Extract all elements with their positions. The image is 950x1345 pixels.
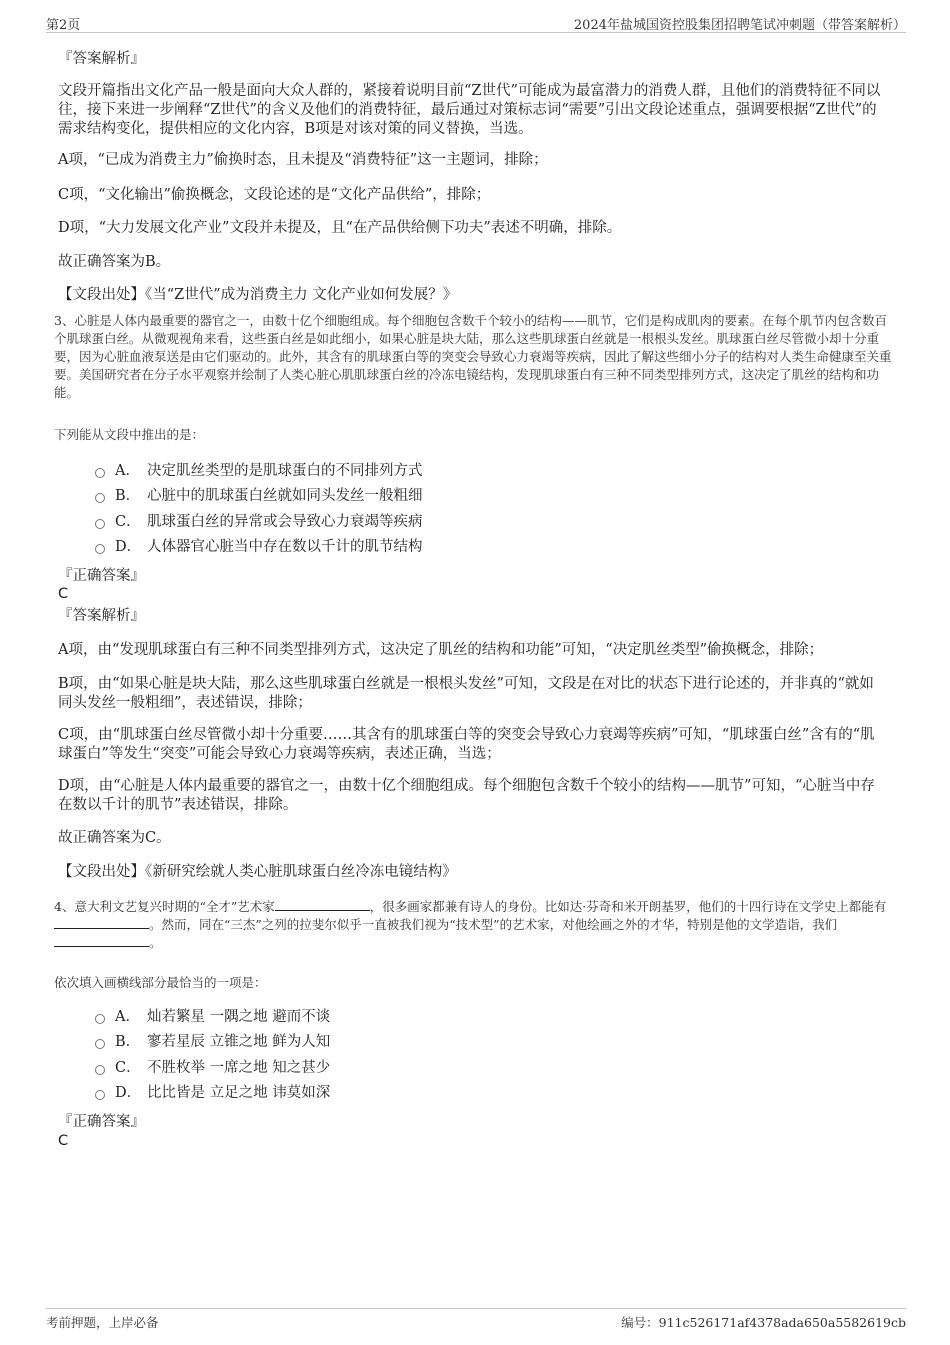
q3-option-b[interactable]: B． 心脏中的肌球蛋白丝就如同头发丝一般粗细 bbox=[95, 486, 423, 506]
radio-icon[interactable] bbox=[95, 544, 105, 554]
fill-blank-3 bbox=[54, 934, 149, 947]
q4-answer: C bbox=[58, 1133, 69, 1149]
q3-option-c[interactable]: C． 肌球蛋白丝的异常或会导致心力衰竭等疾病 bbox=[95, 512, 423, 532]
footer-slogan: 考前押题，上岸必备 bbox=[46, 1315, 159, 1330]
q3-analysis-d: D项，由“心脏是人体内最重要的器官之一，由数十亿个细胞组成。每个细胞包含数千个较小的结构——肌节”可知，“心脏当中存在数以千计的肌节”表述错误，排除。 bbox=[58, 778, 875, 813]
page-footer bbox=[46, 1308, 906, 1331]
q2-analysis-para: 文段开篇指出文化产品一般是面向大众人群的，紧接着说明目前“Z世代”可能成为最富潜力的消费人群，且他们的消费特征不同以往，接下来进一步阐释“Z世代”的含义及他们的消费特征，最后通过对策标志词“需要”引出文段论述重点，强调要根据“Z世代”的需求结构变化，提供相应的文化内容，B项是对该对策的同义替换，当选。 bbox=[58, 83, 881, 137]
fill-blank-2 bbox=[54, 916, 149, 929]
page-number: 第2页 bbox=[46, 18, 81, 33]
q2-analysis-a: A项，“已成为消费主力”偷换时态，且未提及“消费特征”这一主题词，排除； bbox=[58, 152, 548, 168]
q3-analysis-c: C项，由“肌球蛋白丝尽管微小却十分重要……其含有的肌球蛋白等的突变会导致心力衰竭等疾病”可知，“肌球蛋白丝”含有的“肌球蛋白”等发生“突变”可能会导致心力衰竭等疾病，表述正确，当选； bbox=[58, 727, 875, 762]
q4-stem: 4、意大利文艺复兴时期的“全才”艺术家 ，很多画家都兼有诗人的身份。比如达·芬奇和米开朗基罗，他们的十四行诗在文学史上都能有。然而，同在“三杰”之列的拉斐尔似乎一直被我们视为“技术型”的艺术家，对他绘画之外的才华，特别是他的文学造诣，我们。 bbox=[54, 899, 887, 950]
document-title: 2024年盐城国资控股集团招聘笔试冲刺题（带答案解析） bbox=[573, 18, 906, 33]
page-header bbox=[46, 12, 906, 33]
radio-icon[interactable] bbox=[95, 519, 105, 529]
q2-conclusion: 故正确答案为B。 bbox=[58, 254, 171, 270]
q2-analysis-label: 『答案解析』 bbox=[58, 51, 145, 67]
q4-option-d[interactable]: D． 比比皆是 立足之地 讳莫如深 bbox=[95, 1083, 330, 1103]
q2-analysis-c: C项，“文化输出”偷换概念，文段论述的是“文化产品供给”，排除； bbox=[58, 187, 491, 203]
q4-option-b[interactable]: B． 寥若星辰 立锥之地 鲜为人知 bbox=[95, 1032, 330, 1052]
q4-prompt: 依次填入画横线部分最恰当的一项是： bbox=[54, 975, 267, 990]
radio-icon[interactable] bbox=[95, 1014, 105, 1024]
q2-analysis-d: D项，“大力发展文化产业”文段并未提及，且“在产品供给侧下功夫”表述不明确，排除。 bbox=[58, 220, 622, 236]
q4-option-a[interactable]: A． 灿若繁星 一隅之地 避而不谈 bbox=[95, 1007, 330, 1027]
q3-analysis-a: A项，由“发现肌球蛋白有三种不同类型排列方式，这决定了肌丝的结构和功能”可知，“决定肌丝类型”偷换概念，排除； bbox=[58, 642, 824, 658]
q3-conclusion: 故正确答案为C。 bbox=[58, 830, 171, 846]
q3-analysis-label: 『答案解析』 bbox=[58, 608, 145, 624]
q2-source: 【文段出处】《当“Z世代”成为消费主力 文化产业如何发展？》 bbox=[58, 287, 458, 303]
q3-option-a[interactable]: A． 决定肌丝类型的是肌球蛋白的不同排列方式 bbox=[95, 461, 423, 481]
radio-icon[interactable] bbox=[95, 468, 105, 478]
radio-icon[interactable] bbox=[95, 1065, 105, 1075]
q3-stem: 3、心脏是人体内最重要的器官之一，由数十亿个细胞组成。每个细胞包含数千个较小的结构——肌节，它们是构成肌肉的要素。在每个肌节内包含数百个肌球蛋白丝。从微观视角来看，这些蛋白丝是如此细小，如果心脏是块大陆，那么这些肌球蛋白丝就是一根根头发丝。肌球蛋白丝尽管微小却十分重要，因为心脏血液泵送是由它们驱动的。此外，其含有的肌球蛋白等的突变会导致心力衰竭等疾病，因此了解这些细小分子的结构对人类生命健康至关重要。美国研究者在分子水平观察并绘制了人类心脏心肌肌球蛋白丝的冷冻电镜结构，发现肌球蛋白有三种不同类型排列方式，这决定了肌丝的结构和功能。 bbox=[54, 313, 892, 400]
radio-icon[interactable] bbox=[95, 1039, 105, 1049]
fill-blank-1 bbox=[275, 898, 370, 911]
q4-answer-label: 『正确答案』 bbox=[58, 1114, 145, 1130]
q3-prompt: 下列能从文段中推出的是： bbox=[54, 427, 205, 442]
radio-icon[interactable] bbox=[95, 1090, 105, 1100]
q3-answer-label: 『正确答案』 bbox=[58, 568, 145, 584]
q3-option-d[interactable]: D． 人体器官心脏当中存在数以千计的肌节结构 bbox=[95, 537, 423, 557]
q3-analysis-b: B项，由“如果心脏是块大陆，那么这些肌球蛋白丝就是一根根头发丝”可知，文段是在对比的状态下进行论述的，并非真的“就如同头发丝一般粗细”，表述错误，排除； bbox=[58, 676, 874, 711]
footer-serial: 编号：911c526171af4378ada650a5582619cb bbox=[621, 1315, 906, 1330]
radio-icon[interactable] bbox=[95, 493, 105, 503]
q4-option-c[interactable]: C． 不胜枚举 一席之地 知之甚少 bbox=[95, 1058, 330, 1078]
q3-answer: C bbox=[58, 586, 69, 602]
q3-source: 【文段出处】《新研究绘就人类心脏肌球蛋白丝冷冻电镜结构》 bbox=[58, 864, 457, 880]
